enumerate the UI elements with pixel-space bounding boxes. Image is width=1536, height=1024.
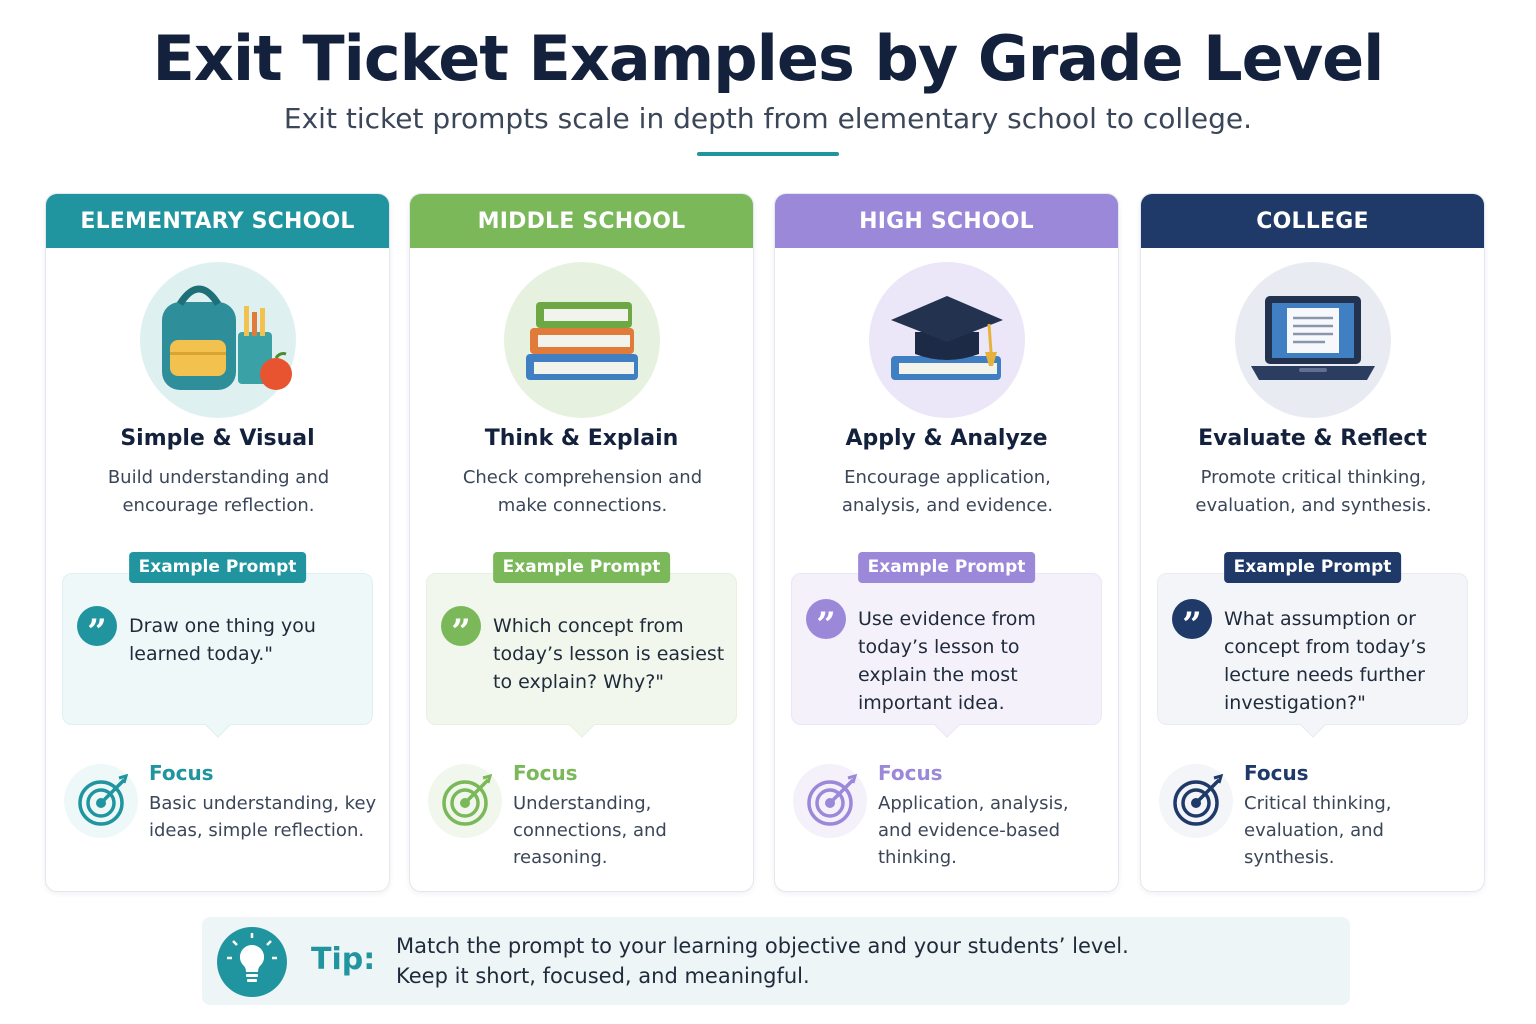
books-icon (504, 262, 660, 418)
example-prompt-box (426, 573, 737, 725)
card-description: Check comprehension and make connections. (462, 467, 703, 516)
card-description: Build understanding and encourage reflection. (107, 467, 330, 516)
target-icon (428, 764, 502, 838)
target-icon (1159, 764, 1233, 838)
tip-label: Tip: (311, 942, 376, 977)
tip-text-line-1: Match the prompt to your learning objective and your students’ level. (396, 934, 1129, 958)
example-prompt-label: Example Prompt (1224, 552, 1402, 583)
example-prompt-label: Example Prompt (858, 552, 1036, 583)
tip-text-line-2: Keep it short, focused, and meaningful. (396, 964, 810, 988)
card-elementary-school (45, 193, 390, 892)
graduation-cap-icon (869, 262, 1025, 418)
focus-title: Focus (149, 761, 214, 785)
title-divider (697, 152, 839, 156)
card-middle-school (409, 193, 754, 892)
tip-text (396, 931, 1316, 991)
card-description: Promote critical thinking, evaluation, and synthesis. (1195, 467, 1432, 516)
focus-text: Application, analysis, and evidence-based thinking. (878, 793, 1069, 868)
backpack-icon (140, 262, 296, 418)
example-prompt-label: Example Prompt (129, 552, 307, 583)
card-heading: Apply & Analyze (845, 426, 1048, 451)
page-title: Exit Ticket Examples by Grade Level (152, 22, 1384, 95)
page-subtitle: Exit ticket prompts scale in depth from elementary school to college. (283, 102, 1253, 135)
focus-title: Focus (878, 761, 943, 785)
laptop-icon (1235, 262, 1391, 418)
example-prompt-text: What assumption or concept from today’s lecture needs further investigation?" (1224, 608, 1427, 714)
quote-icon: ” (1172, 599, 1212, 639)
card-college (1140, 193, 1485, 892)
quote-icon: ” (77, 606, 117, 646)
example-prompt-box (1157, 573, 1468, 725)
example-prompt-box (791, 573, 1102, 725)
card-heading: Evaluate & Reflect (1198, 426, 1427, 451)
quote-icon: ” (806, 599, 846, 639)
speech-bubble-tail (569, 712, 594, 737)
quote-icon: ” (441, 606, 481, 646)
target-icon (793, 764, 867, 838)
speech-bubble-tail (205, 712, 230, 737)
example-prompt-text: Which concept from today’s lesson is easiest to explain? Why?" (493, 615, 725, 693)
card-description: Encourage application, analysis, and evidence. (841, 467, 1054, 516)
card-header: MIDDLE SCHOOL (410, 194, 753, 248)
focus-text: Understanding, connections, and reasoning. (513, 793, 667, 868)
card-heading: Simple & Visual (120, 426, 315, 451)
tip-banner (202, 917, 1350, 1005)
card-header: HIGH SCHOOL (775, 194, 1118, 248)
focus-text: Basic understanding, key ideas, simple reflection. (149, 793, 377, 841)
example-prompt-text: Draw one thing you learned today." (129, 615, 316, 665)
focus-text: Critical thinking, evaluation, and synthesis. (1244, 793, 1392, 868)
card-high-school (774, 193, 1119, 892)
example-prompt-label: Example Prompt (493, 552, 671, 583)
example-prompt-text: Use evidence from today’s lesson to explain the most important idea. (858, 608, 1036, 714)
card-header: COLLEGE (1141, 194, 1484, 248)
focus-title: Focus (513, 761, 578, 785)
target-icon (64, 764, 138, 838)
card-heading: Think & Explain (484, 426, 679, 451)
card-header: ELEMENTARY SCHOOL (46, 194, 389, 248)
focus-title: Focus (1244, 761, 1309, 785)
lightbulb-icon (217, 927, 287, 997)
example-prompt-box (62, 573, 373, 725)
